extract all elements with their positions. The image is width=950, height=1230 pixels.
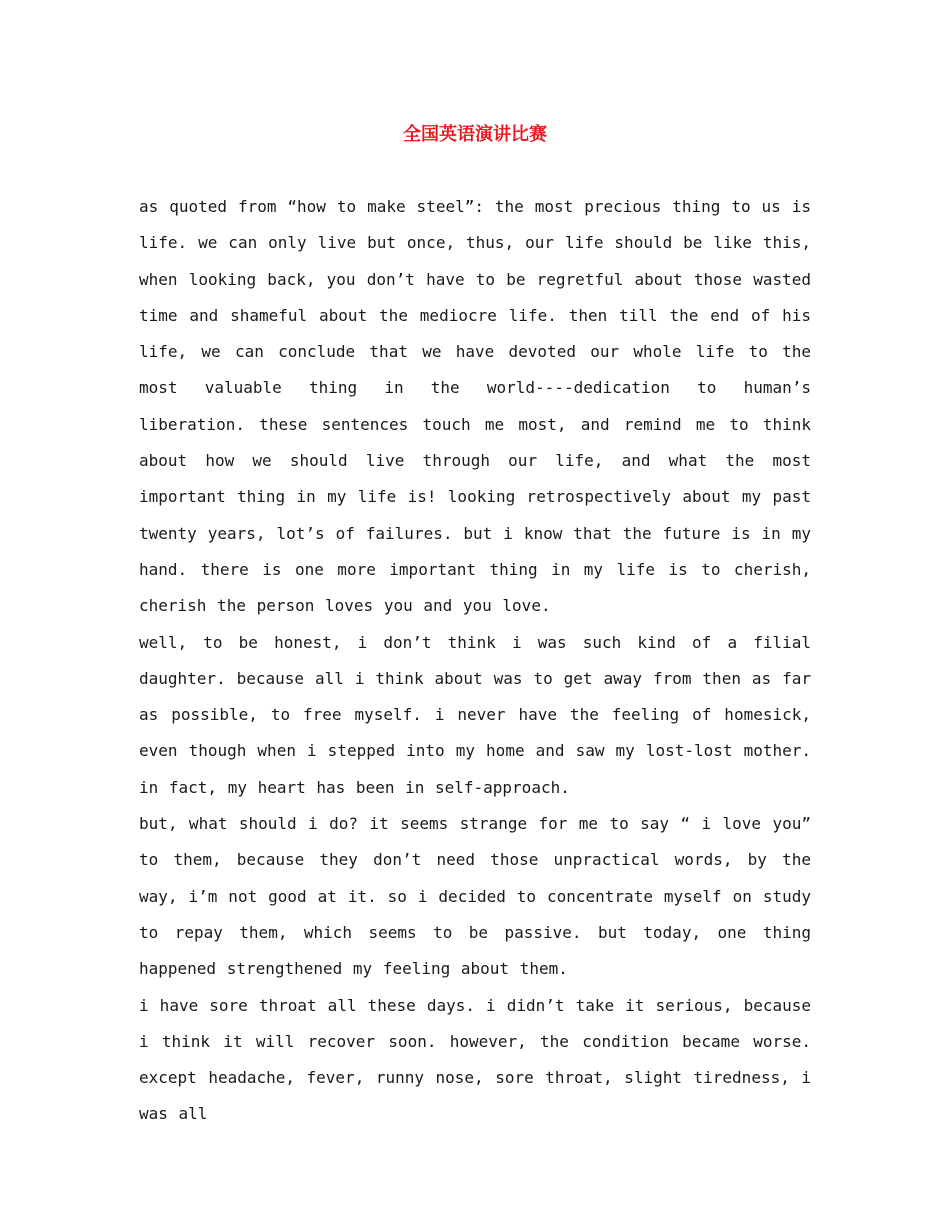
paragraph-2: well, to be honest, i don’t think i was such kind of a filial daughter. because all i think about was to get away from then as far as possible, to free myself. i never have the feeling of homesick, even though when i stepped into my home and saw my lost-lost mother. in fact, my heart has been in self-approach. [139,632,811,797]
paragraph-4: i have sore throat all these days. i didn’t take it serious, because i think it will recover soon. however, the condition became worse. except headache, fever, runny nose, sore throat, slight tiredness, i was all [139,995,811,1124]
paragraph-3: but, what should i do? it seems strange for me to say “ i love you” to them, because they don’t need those unpractical words, by the way, i’m not good at it. so i decided to concentrate myself on study to repay them, which seems to be passive. but today, one thing happened strengthened my feeling about them. [139,814,811,979]
document-title: 全国英语演讲比赛 [403,124,547,145]
paragraph-1: as quoted from “how to make steel”: the most precious thing to us is life. we can only live but once, thus, our life should be like this, when looking back, you don’t have to be regretful about those wasted time and shameful about the mediocre life. then till the end of his life, we can conclude that we have devoted our whole life to the most valuable thing in the world----dedication to human’s liberation. these sentences touch me most, and remind me to think about how we should live through our life, and what the most important thing in my life is! looking retrospectively about my past twenty years, lot’s of failures. but i know that the future is in my hand. there is one more important thing in my life is to cherish, cherish the person loves you and you love. [139,197,811,616]
document-body [139,189,811,1133]
